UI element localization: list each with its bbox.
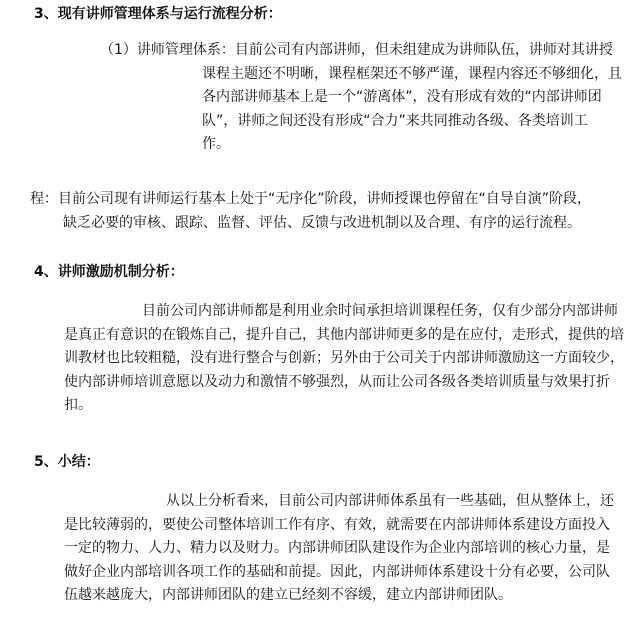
- text-line: 目前公司内部讲师都是利用业余时间承担培训课程任务，仅有少部分内部讲师: [142, 303, 618, 319]
- text-line: 是比较薄弱的，要使公司整体培训工作有序、有效，就需要在内部讲师体系建设方面投入: [64, 516, 610, 533]
- section-4-heading: 4、讲师激励机制分析：: [34, 264, 184, 280]
- text-line: 使内部讲师培训意愿以及动力和激情不够强烈，从而让公司各级各类培训质量与效果打折: [64, 373, 610, 390]
- section-3-paragraph-1: [100, 39, 630, 157]
- text-line: 做好企业内部培训各项工作的基础和前提。因此，内部讲师体系建设十分有必要，公司队: [64, 563, 610, 580]
- text-line: 从以上分析看来，目前公司内部讲师体系虽有一些基础，但从整体上，还: [166, 493, 614, 509]
- text-line: （1）讲师管理体系：目前公司有内部讲师，但未组建成为讲师队伍，讲师对其讲授: [100, 42, 613, 58]
- section-3-heading: 3、现有讲师管理体系与运行流程分析：: [34, 6, 282, 22]
- text-line: 各内部讲师基本上是一个“游离体”，没有形成有效的“内部讲师团: [202, 89, 602, 105]
- text-line: 一定的物力、人力、精力以及财力。内部讲师团队建设作为企业内部培训的核心力量，是: [64, 540, 610, 556]
- section-4-paragraph: [64, 300, 634, 418]
- section-5-paragraph: [64, 490, 634, 608]
- text-line: 是真正有意识的在锻炼自己，提升自己，其他内部讲师更多的是在应付，走形式，提供的培: [64, 326, 624, 343]
- text-line: 队”，讲师之间还没有形成“合力”来共同推动各级、各类培训工: [202, 112, 588, 129]
- text-line: 缺乏必要的审核、跟踪、监督、评估、反馈与改进机制以及合理、有序的运行流程。: [63, 214, 581, 231]
- text-line: 程：目前公司现有讲师运行基本上处于“无序化”阶段，讲师授课也停留在“自导自演”阶段，: [30, 191, 592, 207]
- text-line: 伍越来越庞大，内部讲师团队的建立已经刻不容缓，建立内部讲师团队。: [64, 587, 512, 603]
- section-3-paragraph-2: [30, 188, 630, 235]
- text-line: 作。: [202, 136, 230, 152]
- text-line: 扣。: [64, 397, 92, 413]
- text-line: 训教材也比较粗糙，没有进行整合与创新；另外由于公司关于内部讲师激励这一方面较少，: [64, 350, 624, 366]
- section-5-heading: 5、小结：: [34, 454, 100, 470]
- text-line: 课程主题还不明晰，课程框架还不够严谨，课程内容还不够细化，且: [202, 65, 622, 82]
